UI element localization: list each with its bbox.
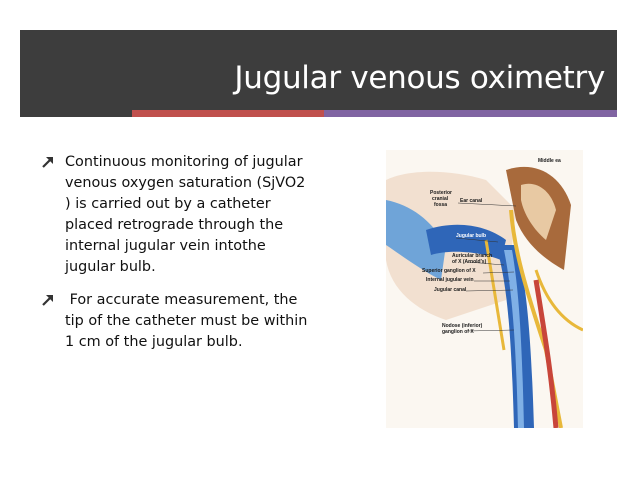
label-jugular-canal: Jugular canal (434, 287, 467, 293)
label-posterior-cranial-fossa: Posterior (430, 190, 452, 196)
bullet-text: Continuous monitoring of jugular venous oxygen saturation (SjVO2 ) is carried out by a catheter placed retrograde through the internal jugular vein intothe jugular bulb. (65, 154, 306, 275)
label-auricular-branch: Auricular branch (452, 253, 493, 259)
upward-arrow-icon (40, 154, 56, 170)
label-jugular-bulb: Jugular bulb (456, 233, 486, 239)
label-internal-jugular-vein: Internal jugular vein (426, 277, 474, 283)
accent-strip (20, 110, 617, 117)
bullet-list (40, 152, 310, 365)
accent-segment-dark (20, 110, 132, 117)
slide-title: Jugular venous oximetry (234, 60, 605, 96)
anatomy-figure (386, 150, 583, 428)
title-bar (20, 30, 617, 110)
upward-arrow-icon (40, 292, 56, 308)
bullet-text: For accurate measurement, the tip of the catheter must be within 1 cm of the jugular bulb. (65, 292, 312, 350)
accent-segment-purple (324, 110, 617, 117)
label-posterior-cranial-fossa: fossa (434, 202, 448, 208)
label-nodose-ganglion: Nodose (inferior) (442, 323, 483, 329)
label-middle-ear: Middle ea (538, 158, 561, 164)
label-ear-canal: Ear canal (460, 198, 483, 204)
label-superior-ganglion: Superior ganglion of X (422, 268, 476, 274)
bullet-item (40, 290, 310, 353)
jugular-anatomy-illustration (386, 150, 583, 428)
label-auricular-branch: of X (Arnold's) (452, 259, 487, 265)
label-posterior-cranial-fossa: cranial (432, 196, 449, 202)
label-nodose-ganglion: ganglion of X (442, 329, 474, 335)
bullet-item (40, 152, 310, 278)
accent-segment-red (132, 110, 324, 117)
